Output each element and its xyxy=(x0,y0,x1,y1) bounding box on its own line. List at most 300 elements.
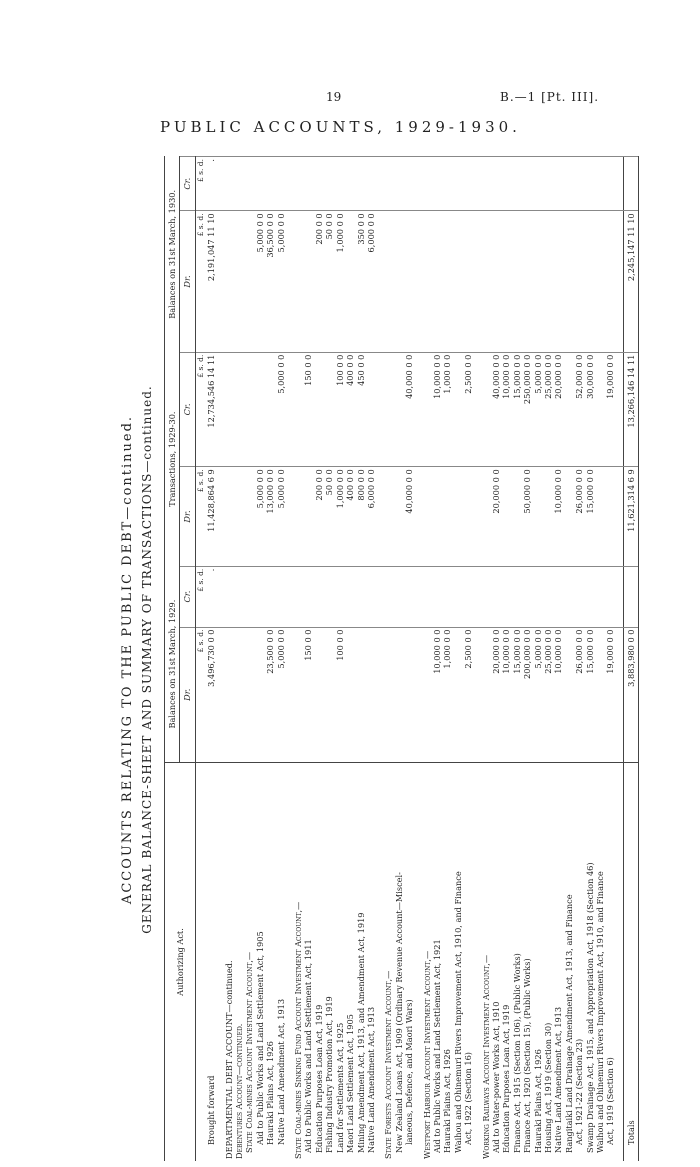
amount-cell: 200 0 0 xyxy=(314,211,324,352)
empty-cell xyxy=(244,566,254,627)
rotated-table-frame xyxy=(116,152,636,1167)
table-row xyxy=(574,157,584,1162)
amount-cell xyxy=(265,352,275,467)
empty-cell xyxy=(422,352,432,467)
amount-cell xyxy=(442,467,452,566)
amount-cell xyxy=(553,566,563,627)
amount-cell xyxy=(404,627,414,762)
amount-cell: 15,000 0 0 xyxy=(585,627,595,762)
table-row xyxy=(453,157,463,1162)
amount-cell: 40,000 0 0 xyxy=(491,352,501,467)
act-label: Native Land Amendment Act, 1913 xyxy=(553,763,563,1162)
spacer-cell xyxy=(474,467,481,566)
table-row xyxy=(605,157,615,1162)
act-label: Act, 1922 (Section 16) xyxy=(463,763,473,1162)
amount-cell: 10,000 0 0 xyxy=(553,467,563,566)
empty-cell xyxy=(481,157,491,211)
amount-cell xyxy=(276,566,286,627)
act-label: Mining Amendment Act, 1913, and Amendment Act, 1919 xyxy=(356,763,366,1162)
amount-cell xyxy=(356,566,366,627)
amount-cell xyxy=(512,566,522,627)
amount-cell xyxy=(491,566,501,627)
amount-cell xyxy=(345,211,355,352)
spacer-row xyxy=(616,157,624,1162)
amount-cell: 1,000 0 0 xyxy=(335,211,345,352)
act-label: Hauraki Plains Act, 1926 xyxy=(265,763,275,1162)
amount-cell: 1,000 0 0 xyxy=(442,352,452,467)
amount-cell: 19,000 0 0 xyxy=(605,627,615,762)
section-heading: DEPARTMENTAL DEBT ACCOUNT—continued. xyxy=(224,763,234,1162)
amount-cell xyxy=(453,566,463,627)
section-heading-row xyxy=(383,157,393,1162)
table-body xyxy=(195,157,638,1162)
empty-cell xyxy=(234,352,244,467)
empty-cell xyxy=(224,566,234,627)
amount-cell: 20,000 0 0 xyxy=(491,627,501,762)
amount-cell xyxy=(324,352,334,467)
amount-cell xyxy=(533,157,543,211)
table-row xyxy=(335,157,345,1162)
empty-cell xyxy=(224,157,234,211)
spacer-cell xyxy=(474,211,481,352)
act-label: Hauraki Plains Act, 1926 xyxy=(533,763,543,1162)
amount-cell: 3,883,980 0 0 xyxy=(623,627,638,762)
amount-cell: 10,000 0 0 xyxy=(553,627,563,762)
amount-cell xyxy=(574,211,584,352)
empty-cell xyxy=(481,467,491,566)
amount-cell xyxy=(345,157,355,211)
table-row xyxy=(394,157,404,1162)
spacer-cell xyxy=(415,566,422,627)
amount-cell: 50 0 0 xyxy=(324,467,334,566)
amount-cell xyxy=(564,352,574,467)
spacer-cell xyxy=(474,157,481,211)
amount-cell: 2,500 0 0 xyxy=(463,627,473,762)
units-spacer xyxy=(195,763,206,1162)
spacer-cell xyxy=(217,566,224,627)
amount-cell xyxy=(303,211,313,352)
act-label: Native Land Amendment Act, 1913 xyxy=(276,763,286,1162)
amount-cell xyxy=(512,211,522,352)
col-dr-1929: Dr. xyxy=(180,627,195,762)
amount-cell xyxy=(356,157,366,211)
amount-cell xyxy=(324,157,334,211)
spacer-cell xyxy=(415,627,422,762)
act-label: laneous, Defence, and Maori Wars) xyxy=(404,763,414,1162)
empty-cell xyxy=(234,157,244,211)
amount-cell xyxy=(404,211,414,352)
amount-cell: 3,496,730 0 0 xyxy=(206,627,216,762)
spacer-cell xyxy=(286,763,293,1162)
table-row xyxy=(432,157,442,1162)
amount-cell xyxy=(605,566,615,627)
page-number: 19 xyxy=(326,90,342,104)
amount-cell xyxy=(585,157,595,211)
spacer-cell xyxy=(217,211,224,352)
act-label: Aid to Public Works and Land Settlement Act, 1911 xyxy=(303,763,313,1162)
amount-cell: 12,734,546 14 11 xyxy=(206,352,216,467)
act-label: Aid to Water-power Works Act, 1910 xyxy=(491,763,501,1162)
spacer-cell xyxy=(616,627,624,762)
amount-cell xyxy=(442,157,452,211)
section-heading-row xyxy=(244,157,254,1162)
empty-cell xyxy=(481,211,491,352)
table-row xyxy=(522,157,532,1162)
amount-cell xyxy=(491,157,501,211)
amount-cell: . xyxy=(206,157,216,211)
document-reference: B.—1 [Pt. III]. xyxy=(500,90,600,104)
amount-cell xyxy=(595,157,605,211)
table-row xyxy=(564,157,574,1162)
col-cr-1929: Cr. xyxy=(180,566,195,627)
act-label: Act, 1919 (Section 6) xyxy=(605,763,615,1162)
amount-cell xyxy=(432,467,442,566)
act-label: Aid to Public Works and Land Settlement Act, 1905 xyxy=(255,763,265,1162)
amount-cell xyxy=(585,211,595,352)
amount-cell xyxy=(574,157,584,211)
amount-cell: 350 0 0 xyxy=(356,211,366,352)
spacer-row xyxy=(415,157,422,1162)
spacer-row xyxy=(474,157,481,1162)
empty-cell xyxy=(481,627,491,762)
amount-cell xyxy=(366,566,376,627)
table-row xyxy=(491,157,501,1162)
amount-cell xyxy=(314,157,324,211)
table-row xyxy=(345,157,355,1162)
amount-cell: 20,000 0 0 xyxy=(491,467,501,566)
amount-cell: 100 0 0 xyxy=(335,352,345,467)
amount-cell: 800 0 0 xyxy=(356,467,366,566)
empty-cell xyxy=(244,627,254,762)
amount-cell xyxy=(265,157,275,211)
amount-cell xyxy=(453,157,463,211)
amount-cell: 10,000 0 0 xyxy=(432,627,442,762)
empty-cell xyxy=(244,352,254,467)
amount-cell: 5,000 0 0 xyxy=(276,211,286,352)
amount-cell xyxy=(265,566,275,627)
amount-cell xyxy=(453,627,463,762)
section-heading-row xyxy=(234,157,244,1162)
act-label: Waihou and Ohinemuri Rivers Improvement Act, 1910, and Finance xyxy=(595,763,605,1162)
amount-cell xyxy=(623,157,638,211)
table-row xyxy=(463,157,473,1162)
spacer-cell xyxy=(286,467,293,566)
table-row xyxy=(324,157,334,1162)
amount-cell xyxy=(453,467,463,566)
amount-cell: 400 0 0 xyxy=(345,467,355,566)
amount-cell: 200,000 0 0 xyxy=(522,627,532,762)
amount-cell: 5,000 0 0 xyxy=(276,352,286,467)
amount-cell: 1,000 0 0 xyxy=(335,467,345,566)
amount-cell: 2,245,147 11 10 xyxy=(623,211,638,352)
amount-cell xyxy=(501,566,511,627)
empty-cell xyxy=(422,566,432,627)
amount-cell: 15,000 0 0 xyxy=(512,352,522,467)
amount-cell xyxy=(564,566,574,627)
col-dr-transactions: Dr. xyxy=(180,467,195,566)
units-row xyxy=(195,157,206,1162)
amount-cell xyxy=(605,211,615,352)
amount-cell: 26,000 0 0 xyxy=(574,467,584,566)
spacer-row xyxy=(217,157,224,1162)
spacer-cell xyxy=(616,211,624,352)
amount-cell xyxy=(366,352,376,467)
spacer-cell xyxy=(217,763,224,1162)
amount-cell xyxy=(394,566,404,627)
sub-title: GENERAL BALANCE-SHEET AND SUMMARY OF TRANSACTIONS—continued. xyxy=(140,385,154,934)
table-row xyxy=(404,157,414,1162)
amount-cell xyxy=(345,627,355,762)
amount-cell: 450 0 0 xyxy=(356,352,366,467)
empty-cell xyxy=(224,352,234,467)
amount-cell xyxy=(314,627,324,762)
spacer-cell xyxy=(376,211,383,352)
table-row xyxy=(265,157,275,1162)
table-row xyxy=(303,157,313,1162)
empty-cell xyxy=(481,352,491,467)
empty-cell xyxy=(293,566,303,627)
spacer-cell xyxy=(376,763,383,1162)
amount-cell xyxy=(533,467,543,566)
spacer-cell xyxy=(376,352,383,467)
col-cr-1930: Cr. xyxy=(180,157,195,211)
amount-cell xyxy=(501,157,511,211)
amount-cell xyxy=(255,157,265,211)
publication-title: PUBLIC ACCOUNTS, 1929-1930. xyxy=(160,118,521,136)
spacer-cell xyxy=(616,763,624,1162)
amount-cell xyxy=(585,566,595,627)
amount-cell: 2,500 0 0 xyxy=(463,352,473,467)
amount-cell: 40,000 0 0 xyxy=(404,467,414,566)
spacer-cell xyxy=(415,763,422,1162)
empty-cell xyxy=(383,352,393,467)
act-label: New Zealand Loans Act, 1909 (Ordinary Revenue Account—Miscel- xyxy=(394,763,404,1162)
amount-cell: 26,000 0 0 xyxy=(574,627,584,762)
amount-cell xyxy=(543,157,553,211)
empty-cell xyxy=(481,566,491,627)
amount-cell: 19,000 0 0 xyxy=(605,352,615,467)
spacer-cell xyxy=(217,352,224,467)
table-row xyxy=(595,157,605,1162)
empty-cell xyxy=(422,157,432,211)
section-heading-row xyxy=(422,157,432,1162)
act-label: Totals xyxy=(623,763,638,1162)
amount-cell xyxy=(255,627,265,762)
amount-cell xyxy=(491,211,501,352)
table-row xyxy=(442,157,452,1162)
amount-cell xyxy=(335,566,345,627)
spacer-cell xyxy=(415,211,422,352)
amount-cell: 30,000 0 0 xyxy=(585,352,595,467)
section-heading-row xyxy=(224,157,234,1162)
amount-cell xyxy=(314,352,324,467)
amount-cell: 50 0 0 xyxy=(324,211,334,352)
amount-cell xyxy=(463,467,473,566)
amount-cell: 6,000 0 0 xyxy=(366,467,376,566)
amount-cell xyxy=(394,157,404,211)
spacer-cell xyxy=(474,352,481,467)
amount-cell xyxy=(501,467,511,566)
amount-cell xyxy=(303,157,313,211)
amount-cell xyxy=(543,566,553,627)
amount-cell xyxy=(501,211,511,352)
table-row xyxy=(512,157,522,1162)
spacer-cell xyxy=(376,627,383,762)
amount-cell xyxy=(255,566,265,627)
amount-cell: 10,000 0 0 xyxy=(432,352,442,467)
empty-cell xyxy=(293,211,303,352)
amount-cell xyxy=(564,157,574,211)
act-label: Waihou and Ohinemuri Rivers Improvement Act, 1910, and Finance xyxy=(453,763,463,1162)
empty-cell xyxy=(383,566,393,627)
amount-cell xyxy=(442,566,452,627)
amount-cell: 25,000 0 0 xyxy=(543,352,553,467)
amount-cell: 11,428,864 6 9 xyxy=(206,467,216,566)
amount-cell xyxy=(432,566,442,627)
spacer-cell xyxy=(474,763,481,1162)
units-label: £ s. d. xyxy=(195,566,206,627)
table-row xyxy=(553,157,563,1162)
amount-cell xyxy=(432,157,442,211)
amount-cell xyxy=(512,467,522,566)
amount-cell xyxy=(605,467,615,566)
col-group-1930: Balances on 31st March, 1930. xyxy=(165,157,180,353)
amount-cell: 20,000 0 0 xyxy=(553,352,563,467)
empty-cell xyxy=(422,467,432,566)
amount-cell: 250,000 0 0 xyxy=(522,352,532,467)
amount-cell xyxy=(553,157,563,211)
spacer-cell xyxy=(415,157,422,211)
col-dr-1930: Dr. xyxy=(180,211,195,352)
act-label: Education Purposes Loan Act, 1919 xyxy=(314,763,324,1162)
amount-cell: 10,000 0 0 xyxy=(501,627,511,762)
empty-cell xyxy=(224,211,234,352)
spacer-cell xyxy=(217,467,224,566)
amount-cell: 13,266,146 14 11 xyxy=(623,352,638,467)
amount-cell: 11,621,314 6 9 xyxy=(623,467,638,566)
amount-cell xyxy=(276,157,286,211)
units-label: £ s. d. xyxy=(195,352,206,467)
amount-cell: 15,000 0 0 xyxy=(512,627,522,762)
amount-cell xyxy=(394,352,404,467)
amount-cell xyxy=(335,157,345,211)
amount-cell xyxy=(394,211,404,352)
amount-cell xyxy=(366,157,376,211)
amount-cell xyxy=(543,467,553,566)
empty-cell xyxy=(224,627,234,762)
act-label: Land for Settlements Act, 1925 xyxy=(335,763,345,1162)
amount-cell xyxy=(543,211,553,352)
amount-cell xyxy=(303,566,313,627)
empty-cell xyxy=(422,627,432,762)
amount-cell xyxy=(366,627,376,762)
section-heading: State Coal-mines Sinking Fund Account Investment Account,— xyxy=(293,763,303,1162)
spacer-cell xyxy=(217,627,224,762)
section-heading-row xyxy=(481,157,491,1162)
col-group-1929: Balances on 31st March, 1929. xyxy=(165,566,180,762)
act-label: Education Purposes Loan Act, 1919 xyxy=(501,763,511,1162)
empty-cell xyxy=(293,157,303,211)
amount-cell: 23,500 0 0 xyxy=(265,627,275,762)
amount-cell xyxy=(595,211,605,352)
amount-cell: 150 0 0 xyxy=(303,627,313,762)
amount-cell xyxy=(623,566,638,627)
amount-cell: 40,000 0 0 xyxy=(404,352,414,467)
amount-cell xyxy=(463,566,473,627)
amount-cell: 13,000 0 0 xyxy=(265,467,275,566)
units-label: £ s. d. xyxy=(195,157,206,211)
table-row xyxy=(276,157,286,1162)
col-group-transactions: Transactions, 1929-30. xyxy=(165,352,180,566)
empty-cell xyxy=(383,157,393,211)
amount-cell xyxy=(522,211,532,352)
spacer-cell xyxy=(217,157,224,211)
amount-cell xyxy=(463,211,473,352)
spacer-cell xyxy=(616,566,624,627)
amount-cell xyxy=(553,211,563,352)
amount-cell: 50,000 0 0 xyxy=(522,467,532,566)
amount-cell xyxy=(314,566,324,627)
amount-cell xyxy=(255,352,265,467)
amount-cell xyxy=(522,566,532,627)
spacer-cell xyxy=(415,467,422,566)
table-row xyxy=(314,157,324,1162)
section-heading: Westport Harbour Account Investment Account,— xyxy=(422,763,432,1162)
amount-cell: 2,191,047 11 10 xyxy=(206,211,216,352)
totals-row xyxy=(623,157,638,1162)
table-row xyxy=(356,157,366,1162)
spacer-cell xyxy=(286,157,293,211)
act-label: Native Land Amendment Act, 1913 xyxy=(366,763,376,1162)
col-header-act: Authorizing Act. xyxy=(165,763,196,1162)
amount-cell: 6,000 0 0 xyxy=(366,211,376,352)
main-title: ACCOUNTS RELATING TO THE PUBLIC DEBT—continued. xyxy=(120,414,135,905)
table-row xyxy=(585,157,595,1162)
spacer-cell xyxy=(286,352,293,467)
empty-cell xyxy=(293,627,303,762)
spacer-cell xyxy=(376,467,383,566)
empty-cell xyxy=(244,467,254,566)
amount-cell xyxy=(404,157,414,211)
empty-cell xyxy=(234,467,244,566)
amount-cell: . xyxy=(206,566,216,627)
spacer-cell xyxy=(286,211,293,352)
empty-cell xyxy=(244,157,254,211)
amount-cell: 200 0 0 xyxy=(314,467,324,566)
act-label: Swamp Drainage Act, 1915, and Appropriation Act, 1918 (Section 46) xyxy=(585,763,595,1162)
empty-cell xyxy=(234,627,244,762)
empty-cell xyxy=(244,211,254,352)
spacer-cell xyxy=(286,566,293,627)
amount-cell xyxy=(564,467,574,566)
amount-cell xyxy=(533,211,543,352)
amount-cell: 5,000 0 0 xyxy=(533,627,543,762)
empty-cell xyxy=(234,211,244,352)
units-label: £ s. d. xyxy=(195,627,206,762)
act-label: Finance Act, 1915 (Section 106), (Public Works) xyxy=(512,763,522,1162)
section-heading: Debentures Account—continued. xyxy=(234,763,244,1162)
act-label: Rangitaiki Land Drainage Amendment Act, 1913, and Finance xyxy=(564,763,574,1162)
spacer-cell xyxy=(376,157,383,211)
col-cr-transactions: Cr. xyxy=(180,352,195,467)
balance-sheet-table xyxy=(164,156,639,1161)
amount-cell xyxy=(605,157,615,211)
act-label: Act, 1921-22 (Section 23) xyxy=(574,763,584,1162)
amount-cell xyxy=(595,352,605,467)
empty-cell xyxy=(234,566,244,627)
amount-cell: 150 0 0 xyxy=(303,352,313,467)
amount-cell: 36,500 0 0 xyxy=(265,211,275,352)
